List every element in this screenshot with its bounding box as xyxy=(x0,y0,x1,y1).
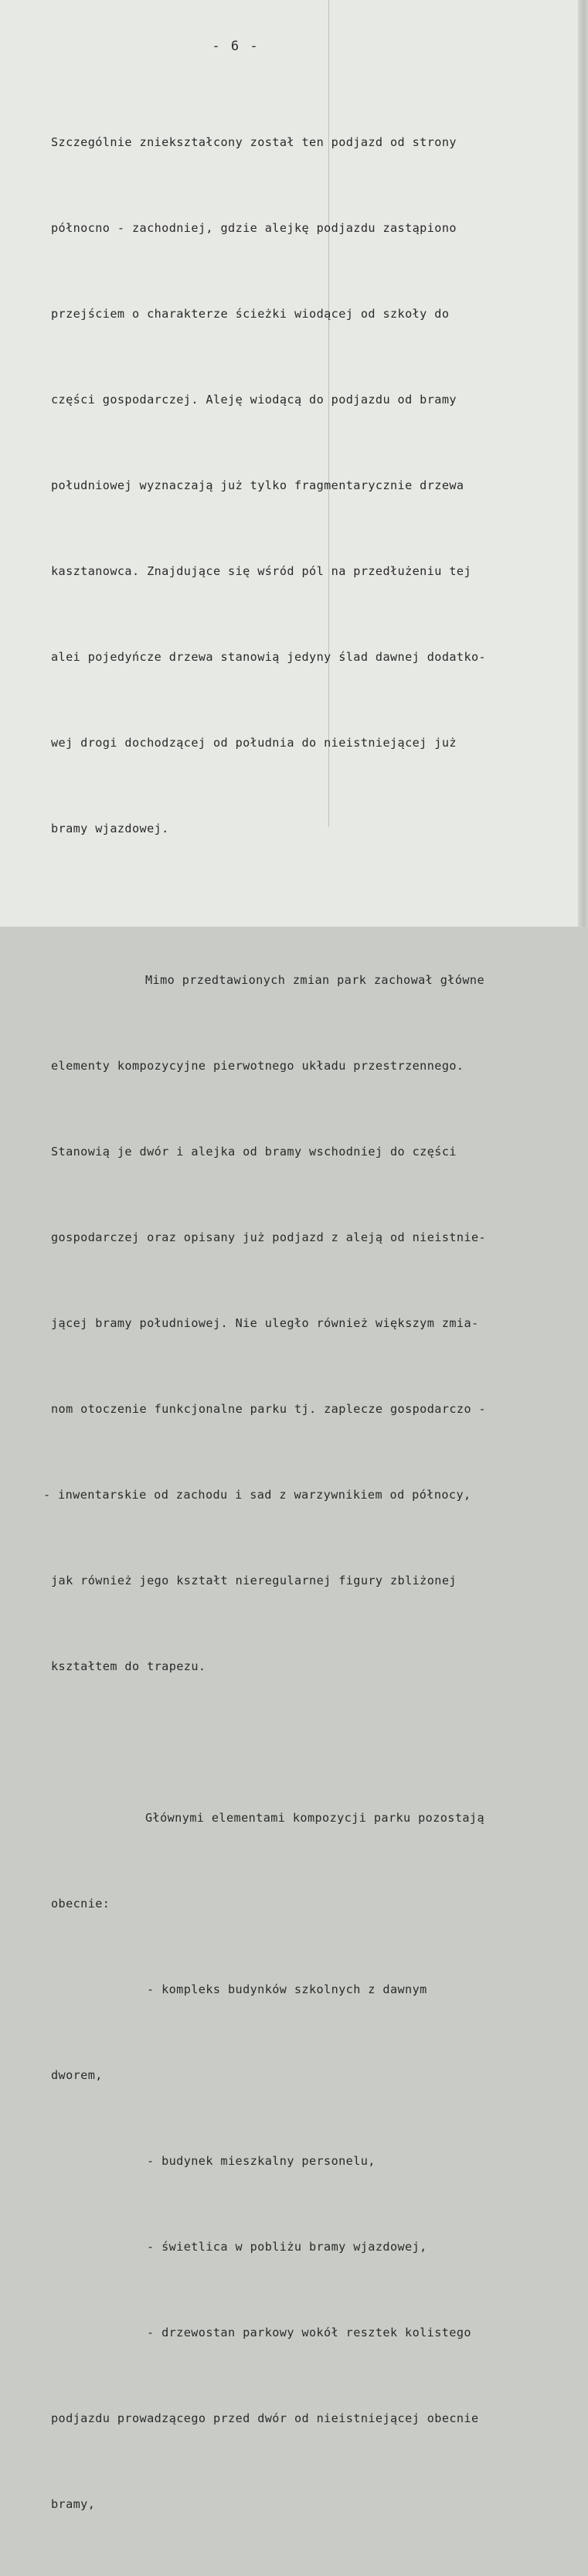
text-line: podjazdu prowadzącego przed dwór od nieistniejącej obecnie xyxy=(51,2411,479,2425)
text-line: obecnie: xyxy=(51,1897,110,1911)
text-line: - inwentarskie od zachodu i sad z warzywnikiem od północy, xyxy=(43,1488,471,1502)
text-line: jącej bramy południowej. Nie uległo również większym zmia- xyxy=(51,1316,479,1330)
text-line: wej drogi dochodzącej od południa do nieistniejącej już xyxy=(51,736,457,750)
text-line: dworem, xyxy=(51,2068,103,2082)
list-item: - budynek mieszkalny personelu, xyxy=(147,2154,376,2168)
list-item: - kompleks budynków szkolnych z dawnym xyxy=(147,1982,427,1996)
text-line: kształtem do trapezu. xyxy=(51,1659,206,1673)
text-line: północno - zachodniej, gdzie alejkę podjazdu zastąpiono xyxy=(51,221,457,235)
text-line: południowej wyznaczają już tylko fragmentarycznie drzewa xyxy=(51,478,464,492)
text-line: kasztanowca. Znajdujące się wśród pól na przedłużeniu tej xyxy=(51,564,471,578)
text-line: gospodarczej oraz opisany już podjazd z aleją od nieistnie- xyxy=(51,1230,487,1244)
text-line: Stanowią je dwór i alejka od bramy wschodniej do części xyxy=(51,1145,457,1159)
text-line: bramy, xyxy=(51,2497,96,2511)
page-number: - 6 - xyxy=(212,39,260,54)
paragraph-gap xyxy=(51,1738,546,1747)
text-line: Szczególnie zniekształcony został ten podjazd od strony xyxy=(51,135,457,149)
text-line: jak również jego kształt nieregularnej figury zbliżonej xyxy=(51,1574,457,1587)
text-line: bramy wjazdowej. xyxy=(51,822,169,835)
text-line: elementy kompozycyjne pierwotnego układu przestrzennego. xyxy=(51,1059,464,1073)
text-line: przejściem o charakterze ścieżki wiodącej od szkoły do xyxy=(51,307,450,321)
list-item: - drzewostan parkowy wokół resztek kolistego xyxy=(147,2326,471,2339)
list-item: - świetlica w pobliżu bramy wjazdowej, xyxy=(147,2240,427,2254)
body-text xyxy=(43,71,546,2576)
text-line: Mimo przedtawionych zmian park zachował główne xyxy=(145,973,485,987)
page-edge xyxy=(578,0,588,927)
text-line: nom otoczenie funkcjonalne parku tj. zaplecze gospodarczo - xyxy=(51,1402,487,1416)
text-line: części gospodarczej. Aleję wiodącą do podjazdu od bramy xyxy=(51,393,457,407)
text-line: Głównymi elementami kompozycji parku pozostają xyxy=(145,1811,485,1825)
paragraph-gap xyxy=(51,900,546,909)
text-line: alei pojedyńcze drzewa stanowią jedyny ślad dawnej dodatko- xyxy=(51,650,487,664)
